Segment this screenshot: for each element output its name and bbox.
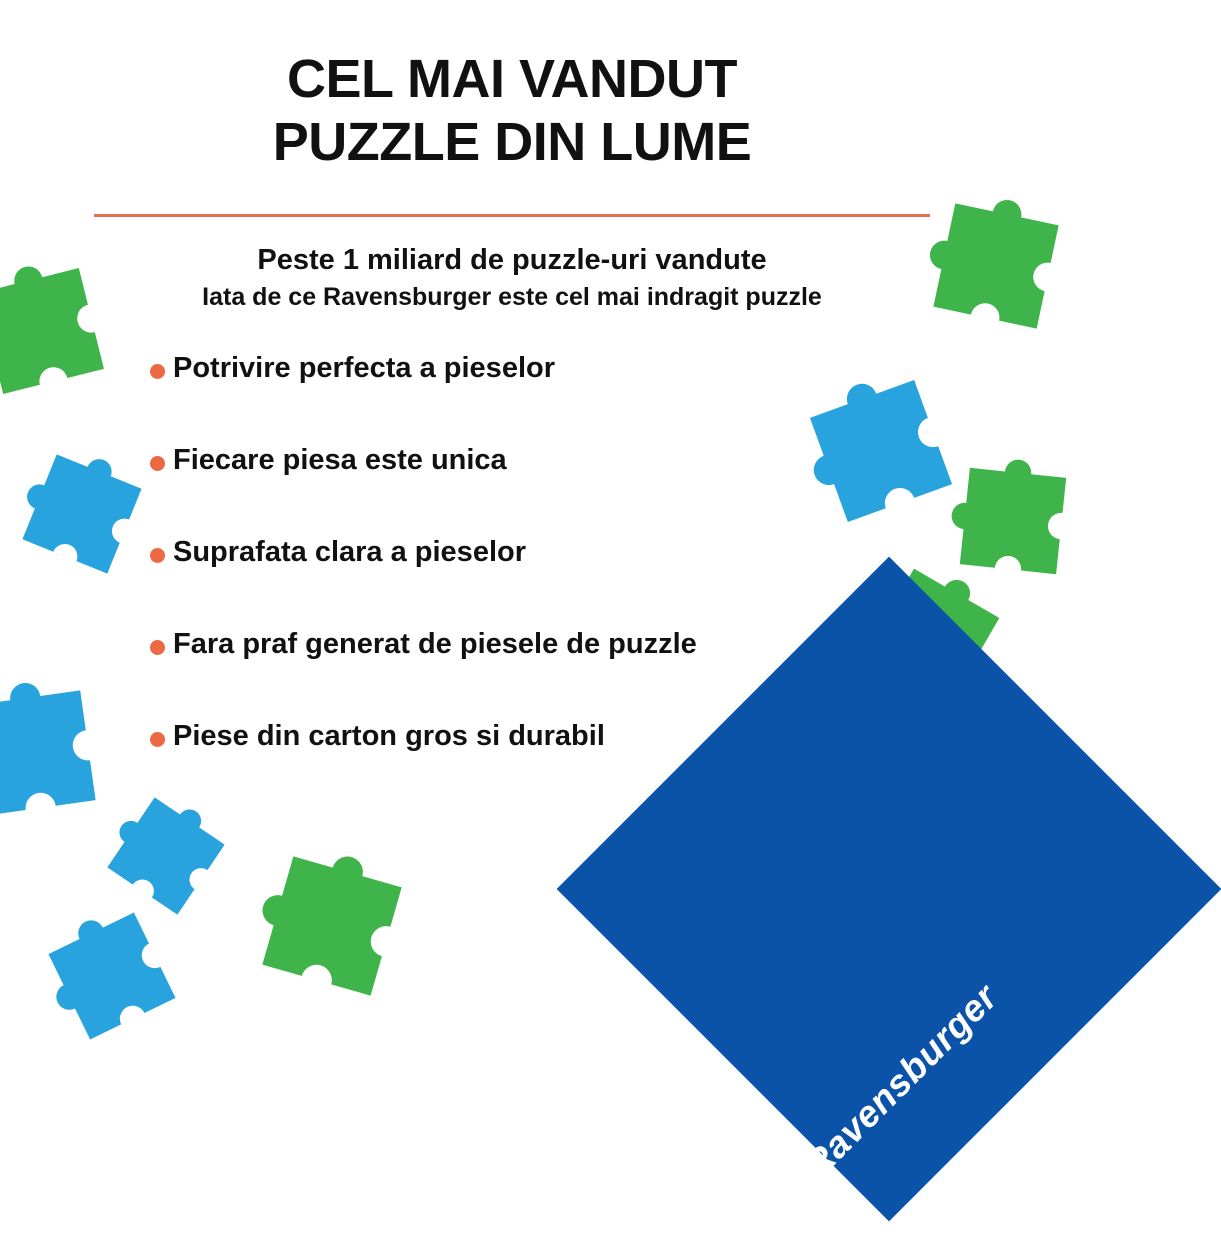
feature-label: Potrivire perfecta a pieselor [173,352,555,384]
headline-line-2: PUZZLE DIN LUME [272,111,752,172]
puzzle-piece-green-bottom-center [253,847,411,1005]
puzzle-piece-blue-bottom-left [40,904,184,1048]
puzzle-piece-blue-left-upper [14,446,149,581]
subtitle-primary: Peste 1 miliard de puzzle-uri vandute [257,244,767,276]
list-item [150,445,950,537]
puzzle-piece-green-right-mid [953,461,1074,582]
bullet-dot-icon [150,640,165,655]
list-item [150,353,950,445]
feature-label: Piese din carton gros si durabil [173,720,605,752]
feature-label: Fara praf generat de piesele de puzzle [173,628,697,660]
subtitle-block [0,243,1024,313]
brand-logo: Ravensburger [796,976,1006,1186]
feature-label: Fiecare piesa este unica [173,444,507,476]
page-title [0,48,1024,173]
puzzle-piece-blue-left-mid [0,682,104,824]
brand-corner-banner [664,664,1024,1186]
bullet-dot-icon [150,732,165,747]
divider [94,214,930,217]
feature-label: Suprafata clara a pieselor [173,536,526,568]
headline-line-1: CEL MAI VANDUT [287,49,737,109]
bullet-dot-icon [150,364,165,379]
bullet-dot-icon [150,548,165,563]
subtitle-secondary: Iata de ce Ravensburger este cel mai indragit puzzle [202,282,822,311]
bullet-dot-icon [150,456,165,471]
